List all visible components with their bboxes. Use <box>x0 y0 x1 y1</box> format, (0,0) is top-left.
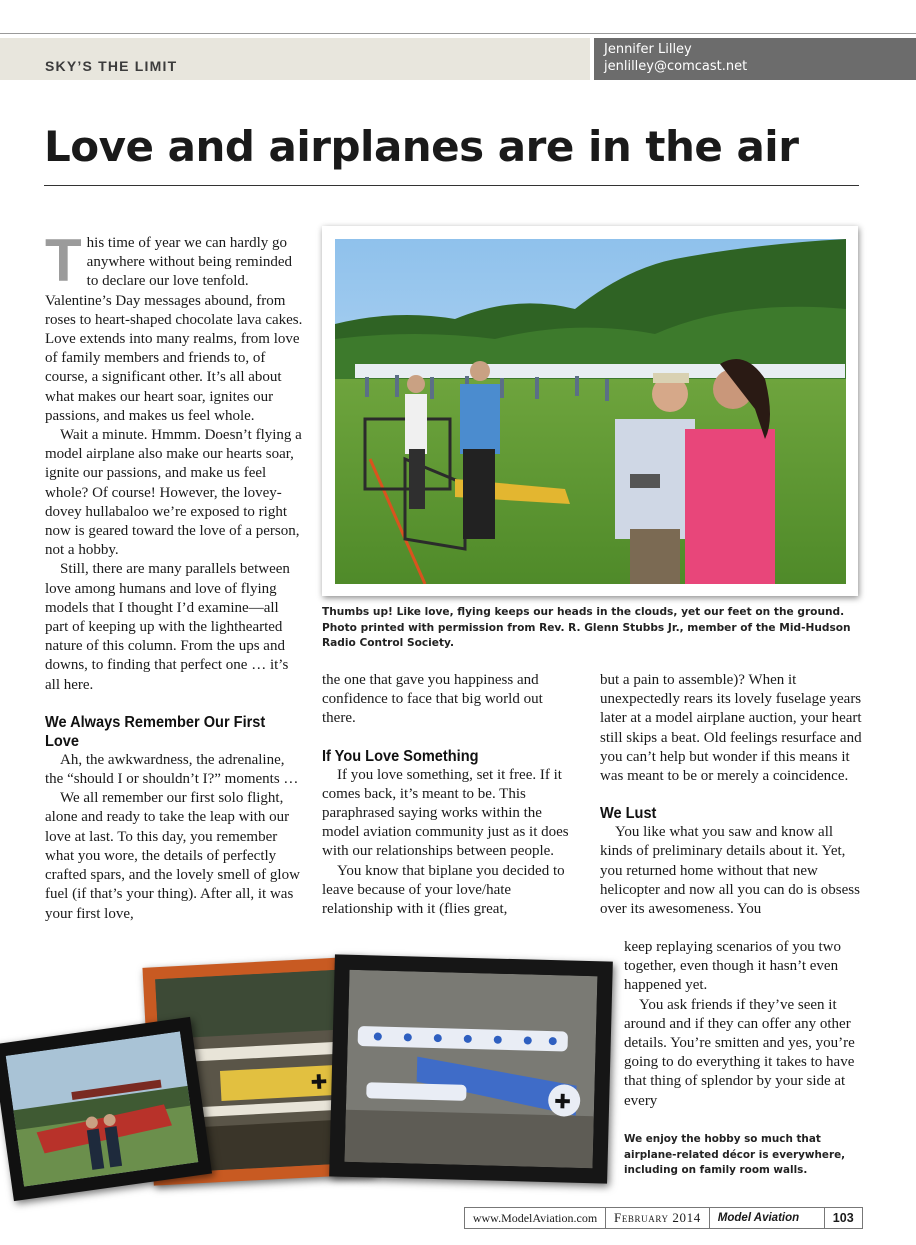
paragraph: Wait a minute. Hmmm. Doesn’t flying a model airplane also make our hearts soar, ignite our passions, and make us feel whole? Of course! However, the lovey-dovey hullabaloo we’re exposed to right now is geared toward the love of a person, not a hobby. <box>45 427 302 559</box>
paragraph: Ah, the awkwardness, the adrenaline, the “should I or shouldn’t I?” moments … <box>45 751 299 788</box>
author-name: Jennifer Lilley <box>604 42 692 57</box>
section-heading: We Lust <box>600 805 657 823</box>
framed-biplane-photo-3 <box>6 1031 199 1186</box>
article-title: Love and airplanes are in the air <box>44 122 799 171</box>
paragraph: the one that gave you happiness and confidence to face that big world out there. <box>322 672 543 727</box>
section-label: SKY’S THE LIMIT <box>45 58 178 74</box>
black-frame-large <box>329 954 613 1183</box>
page-number: 103 <box>832 1211 854 1225</box>
footer-website[interactable]: www.ModelAviation.com <box>465 1208 606 1228</box>
paragraph: keep replaying scenarios of you two together, even though it hasn’t even happened yet. <box>624 939 842 994</box>
author-bar <box>594 38 916 80</box>
frames-caption: We enjoy the hobby so much that airplane-related décor is everywhere, including on family room walls. <box>624 1133 846 1177</box>
paragraph: We all remember our first solo flight, alone and ready to take the leap with our love at last. To this day, you remember what you wore, the details of perfectly crafted spars, and the lovely smell of glow fuel (if that’s your thing). After all, it was your first love, <box>45 790 300 922</box>
section-heading: If You Love Something <box>322 747 479 765</box>
footer-issue: February 2014 <box>606 1208 710 1228</box>
column-3 <box>600 671 862 919</box>
paragraph: You know that biplane you decided to leave because of your love/hate relationship with it (flies great, <box>322 862 565 918</box>
paragraph: but a pain to assemble)? When it unexpectedly rears its lovely fuselage years later at a model airplane auction, your heart still skips a beat. Old feelings resurface and you can’t help but wonder if this means it was meant to be or merely a coincidence. <box>600 672 862 785</box>
framed-biplane-photo-2 <box>345 970 598 1168</box>
page-footer <box>464 1207 863 1229</box>
section-bar <box>0 38 590 80</box>
photo-caption: Thumbs up! Like love, flying keeps our heads in the clouds, yet our feet on the ground. Photo printed with permission from Rev. R. Glenn Stubbs Jr., member of the Mid-Hudson Radio Control Society. <box>322 606 851 650</box>
black-frame-small <box>0 1017 212 1201</box>
column-2 <box>322 671 572 919</box>
paragraph: You ask friends if they’ve seen it around and if they can offer any other details. You’re smitten and yes, you’re going to do everything it takes to have that thing of splendor by your side at every <box>624 996 855 1109</box>
title-rule <box>44 185 859 186</box>
paragraph: If you love something, set it free. If it comes back, it’s meant to be. This paraphrased saying works within the model aviation community just as it does with our relationships between people. <box>322 766 569 860</box>
flying-field-photo <box>335 239 846 584</box>
footer-magazine: Model Aviation <box>710 1208 825 1228</box>
author-email[interactable]: jenlilley@comcast.net <box>604 59 748 74</box>
paragraph: Still, there are many parallels between love among humans and love of flying models that I thought I’d examine—all part of keeping up with the lighthearted nature of this column. From the ups and downs, to finding that perfect one … it’s all here. <box>45 561 290 693</box>
flying-field-photo-frame <box>322 226 858 596</box>
top-rule <box>0 33 916 34</box>
intro-paragraph: This time of year we can hardly go anywhere without being reminded to declare our love tenfold. Valentine’s Day messages abound, from roses to heart-shaped chocolate lava cakes. Love extends into many realms, from love of family members and friends to, of course, a significant other. It’s all about what makes our heart soar, ignites our passions, and makes us feel whole. <box>45 227 303 424</box>
section-heading: We Always Remember Our First Love <box>45 713 266 750</box>
drop-cap: T <box>45 227 82 294</box>
svg-text:✚: ✚ <box>310 1069 329 1095</box>
svg-text:✚: ✚ <box>553 1089 572 1114</box>
column-1 <box>45 227 305 924</box>
column-3-wrap <box>624 938 862 1111</box>
paragraph: You like what you saw and know all kinds of preliminary details about it. Yet, you returned home without that new helicopter and now all you can do is obsess over its awesomeness. You <box>600 824 860 918</box>
